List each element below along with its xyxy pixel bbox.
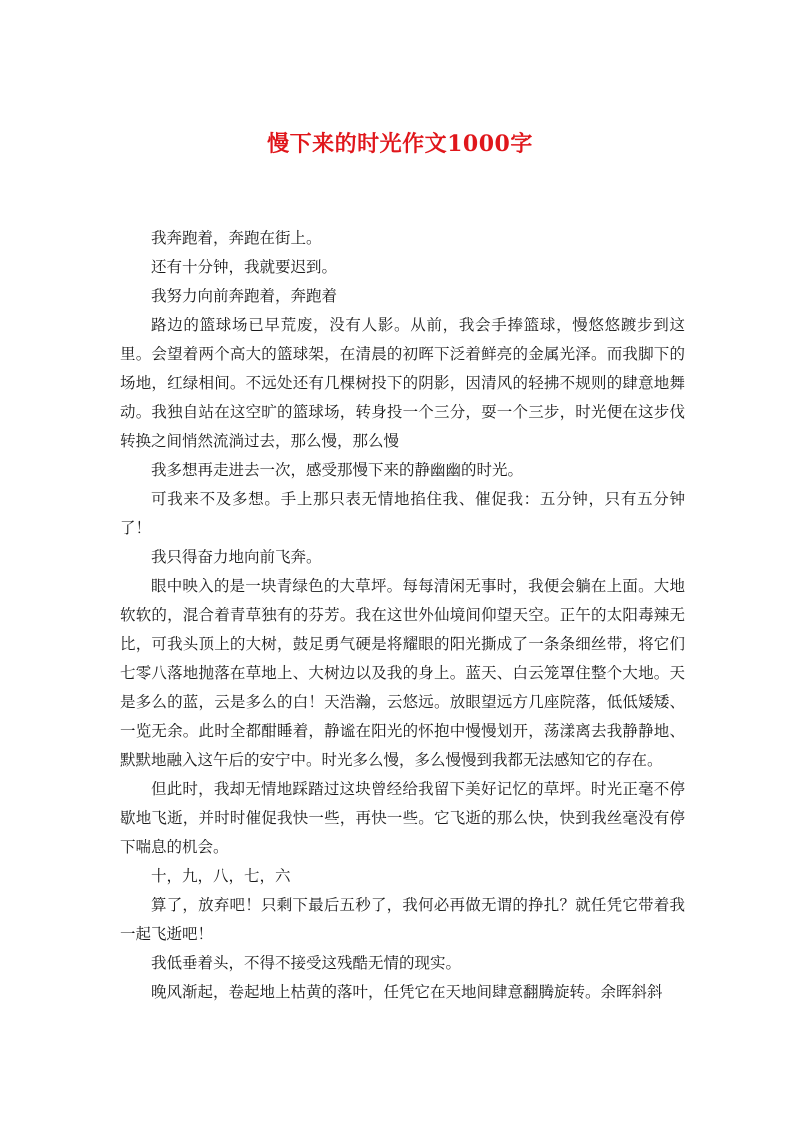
document-title: 慢下来的时光作文1000字 bbox=[267, 131, 533, 157]
paragraph: 还有十分钟，我就要迟到。 bbox=[151, 258, 338, 276]
paragraph: 但此时，我却无情地踩踏过这块曾经给我留下美好记忆的草坪。时光正毫不停歇地飞逝，并时时催促我快一些，再快一些。它飞逝的那么快，快到我丝毫没有停下喘息的机会。 bbox=[120, 780, 685, 856]
paragraph: 我努力向前奔跑着，奔跑着 bbox=[151, 287, 338, 305]
paragraph: 我多想再走进去一次，感受那慢下来的静幽幽的时光。 bbox=[151, 461, 524, 479]
paragraph: 我低垂着头，不得不接受这残酷无情的现实。 bbox=[151, 954, 462, 972]
paragraph: 路边的篮球场已早荒废，没有人影。从前，我会手捧篮球，慢悠悠踱步到这里。会望着两个高大的篮球架，在清晨的初晖下泛着鲜亮的金属光泽。而我脚下的场地，红绿相间。不远处还有几棵树投下的阴影，因清风的轻拂不规则的肆意地舞动。我独自站在这空旷的篮球场，转身投一个三分，耍一个三步，时光便在这步伐转换之间悄然流淌过去，那么慢，那么慢 bbox=[120, 316, 685, 450]
paragraph: 算了，放弃吧！只剩下最后五秒了，我何必再做无谓的挣扎？就任凭它带着我一起飞逝吧！ bbox=[120, 896, 685, 943]
paragraph: 十，九，八，七，六 bbox=[151, 867, 291, 885]
paragraph: 我奔跑着，奔跑在街上。 bbox=[151, 229, 322, 247]
paragraph: 我只得奋力地向前飞奔。 bbox=[151, 548, 322, 566]
essay-body bbox=[120, 224, 685, 1007]
paragraph: 可我来不及多想。手上那只表无情地掐住我、催促我：五分钟，只有五分钟了！ bbox=[120, 490, 685, 537]
paragraph: 晚风渐起，卷起地上枯黄的落叶，任凭它在天地间肆意翻腾旋转。余晖斜斜 bbox=[151, 983, 663, 1001]
paragraph: 眼中映入的是一块青绿色的大草坪。每每清闲无事时，我便会躺在上面。大地软软的，混合着青草独有的芬芳。我在这世外仙境间仰望天空。正午的太阳毒辣无比，可我头顶上的大树，鼓足勇气硬是将耀眼的阳光撕成了一条条细丝带，将它们七零八落地抛落在草地上、大树边以及我的身上。蓝天、白云笼罩住整个大地。天是多么的蓝，云是多么的白！天浩瀚，云悠远。放眼望远方几座院落，低低矮矮、一览无余。此时全都酣睡着，静谧在阳光的怀抱中慢慢划开，荡漾离去我静静地、默默地融入这午后的安宁中。时光多么慢，多么慢慢到我都无法感知它的存在。 bbox=[120, 577, 685, 769]
